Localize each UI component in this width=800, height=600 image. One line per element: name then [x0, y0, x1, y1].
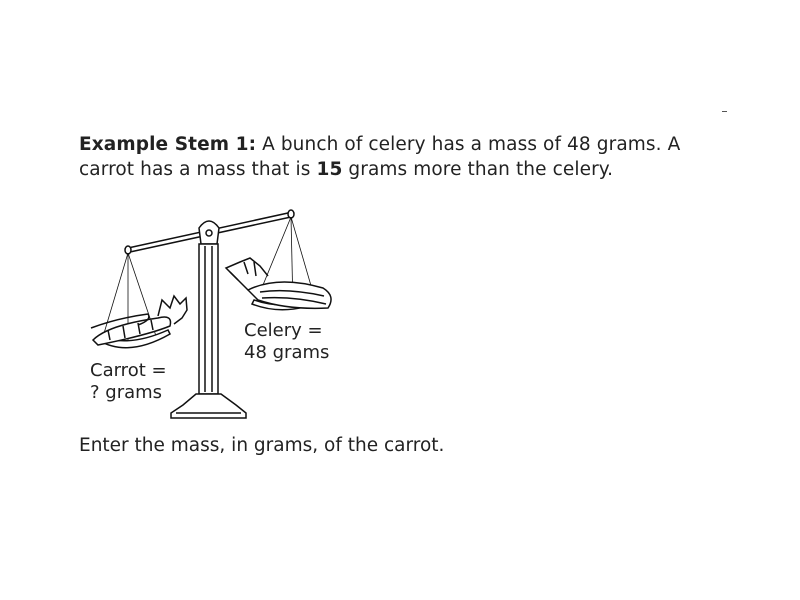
beam-end-left	[125, 246, 131, 254]
scale-post	[199, 244, 218, 394]
question-prompt: Enter the mass, in grams, of the carrot.	[79, 435, 445, 456]
carrot-label-line2: ? grams	[90, 382, 163, 403]
scale-base	[171, 394, 246, 418]
beam-end-right	[288, 210, 294, 218]
celery-label	[244, 320, 329, 364]
stem-bold-number: 15	[316, 159, 343, 180]
corner-mark	[722, 111, 727, 112]
stem-label: Example Stem 1:	[79, 134, 257, 155]
carrot-label-line1: Carrot =	[90, 360, 167, 381]
stem-text-2: grams more than the celery.	[342, 159, 614, 180]
celery-label-line2: 48 grams	[244, 342, 330, 363]
question-stem	[79, 132, 729, 182]
celery-drawing	[226, 258, 331, 308]
carrot-drawing	[91, 296, 187, 345]
celery-label-line1: Celery =	[244, 320, 323, 341]
stem-text-1: A bunch of celery has a mass of 48 grams. A carrot has a mass that is	[79, 134, 681, 180]
carrot-label	[90, 360, 167, 404]
balance-scale-figure	[88, 200, 348, 425]
